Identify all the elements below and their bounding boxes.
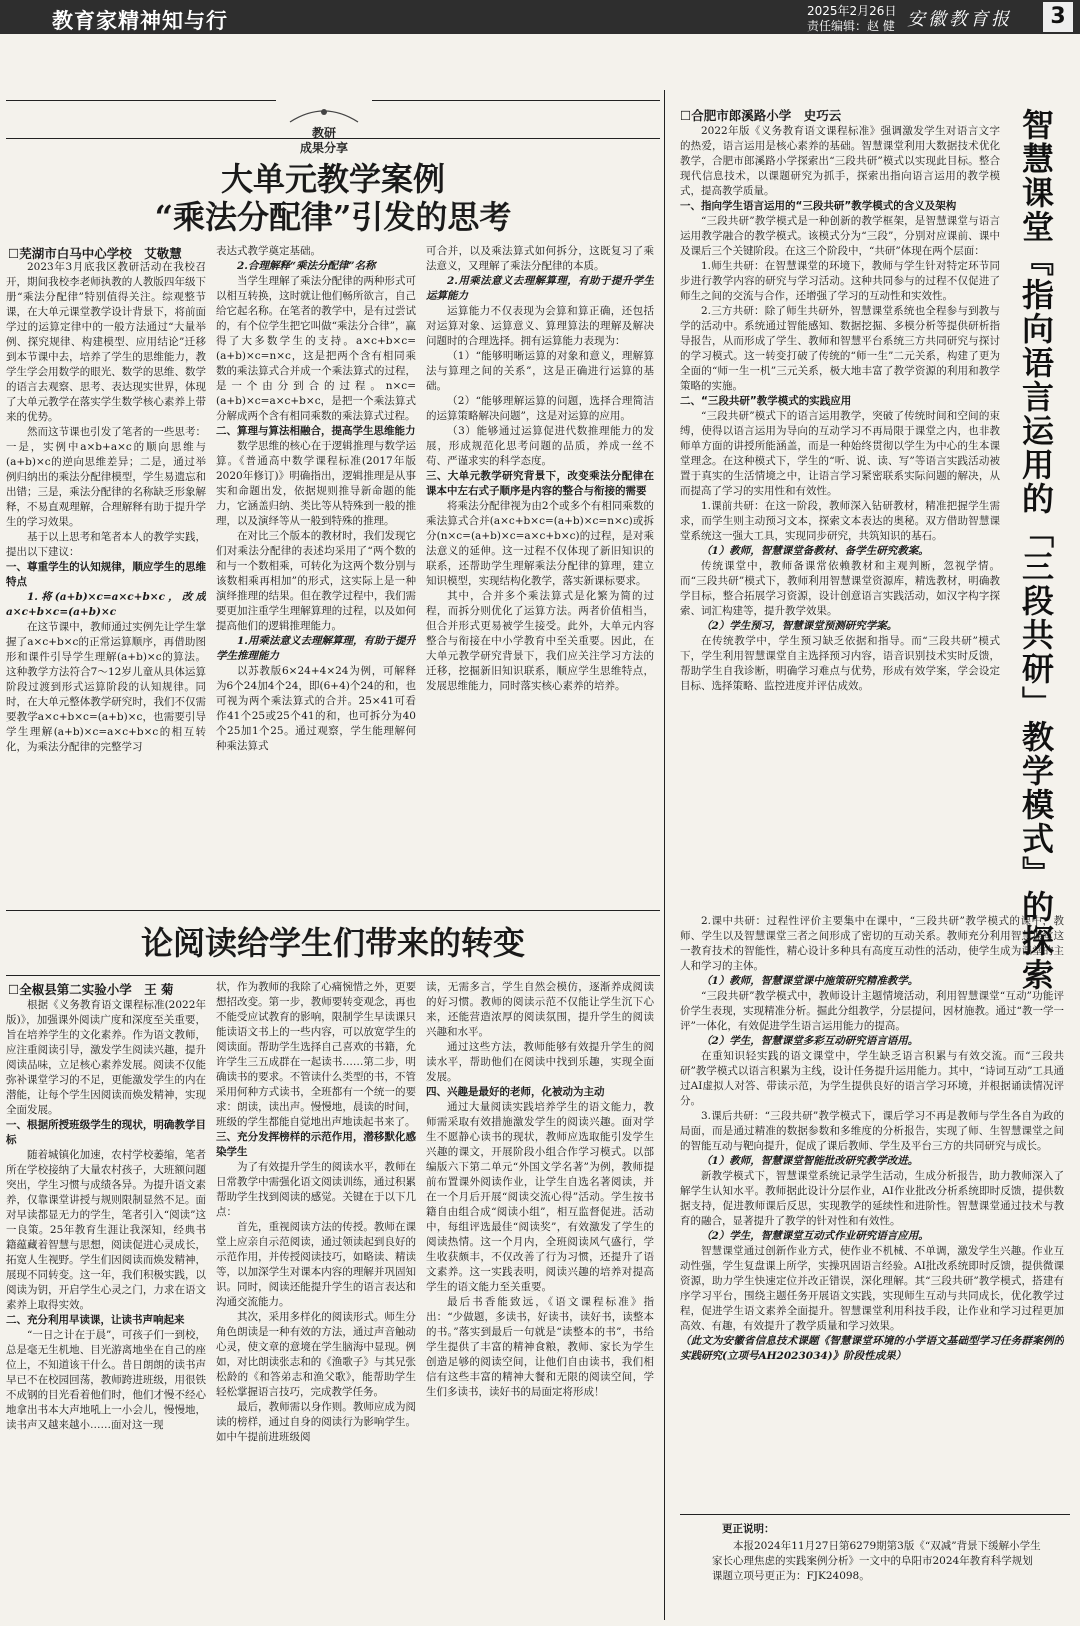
paragraph: 其中，合并多个乘法算式是化繁为简的过程，而拆分则优化了运算方法。两者价值相当，但合并形式更易被学生接受。此外，大单元内容整合与衔接在中小学教育中至关重要。因此，在大单元教学研究背景下，我们应关注学习方法的迁移，挖掘新旧知识联系，顺应学生思维特点，发展思维能力，同时落实核心素养的培养。	[426, 590, 654, 692]
column-divider	[664, 90, 665, 1620]
section-heading: 三、大单元教学研究背景下，改变乘法分配律在课本中左右式子顺序是内容的整合与衔接的需要	[426, 470, 654, 497]
article3-vertical-title: 智慧课堂『指向语言运用的「三段共研」教学模式』的探索	[1017, 108, 1055, 992]
paragraph: 通过这些方法，教师能够有效提升学生的阅读水平，帮助他们在阅读中找到乐趣，实现全面发展。	[426, 1041, 654, 1083]
article-divider	[6, 910, 660, 911]
correction-text: 本报2024年11月27日第6279期第3版《“双减”背景下缓解小学生家长心理焦虑的实践案例分析》一文中的阜阳市2024年教育科学规划课题立项号更正为：FJK24098。	[712, 1540, 1041, 1582]
paragraph: 其次，采用多样化的阅读形式。师生分角色朗读是一种有效的方法，通过声音触动心灵，使文章的意境在学生脑海中显现。例如，对比朗读张志和的《渔歌子》与其兄张松龄的《和答弟志和渔父歌》，能帮助学生轻松掌握语言技巧，完成教学任务。	[216, 1311, 416, 1398]
subheading: （2）学生，智慧课堂互动式作业研究语言应用。	[701, 1230, 929, 1242]
subheading: （1）教师，智慧课堂智能批改研究教学改进。	[701, 1155, 919, 1167]
article1-column-1	[6, 260, 206, 900]
subheading: （2）学生预习，智慧课堂预测研究学案。	[701, 620, 898, 632]
section-heading: 一、尊重学生的认知规律，顺应学生的思维特点	[6, 561, 206, 588]
paragraph: “一日之计在于晨”，可孩子们一到校，总是毫无生机地、目光游离地坐在自己的座位上，不知道该干什么。昔日朗朗的读书声早已不在校园回荡，教师跨进班级，用很铁不成钢的目光看着他们时，他们才慢不经心地拿出书本大声地吼上一小会儿，慢慢地，读书声又越来越小……面对这一现	[6, 1329, 206, 1431]
subheading: 2.用乘法意义去理解算理，有助于提升学生运算能力	[426, 275, 654, 302]
paragraph: 将乘法分配律视为由2个或多个有相同乘数的乘法算式合并(a×c+b×c=(a+b)×c=n×c)或拆分(n×c=(a+b)×c=a×c+b×c)的过程，是对乘法意义的延伸。这一过程不仅体现了新旧知识的联系，还帮助学生理解乘法分配律的算理，建立知识模型，实现结构化教学，落实新课标要求。	[426, 500, 654, 587]
article1-title	[6, 160, 660, 236]
paragraph: 可合并，以及乘法算式如何拆分，这既复习了乘法意义，又理解了乘法分配律的本质。	[426, 245, 654, 272]
paragraph: 在传统教学中，学生预习缺乏依据和指导。而“三段共研”模式下，学生利用智慧课堂自主选择预习内容，语音识别技术实时反馈，帮助学生自我诊断，明确学习难点与优势，形成有效学案，学会设定目标、选择策略、监控进度并评估成效。	[680, 635, 1000, 692]
article1-column-3	[426, 244, 654, 900]
paragraph: 基于以上思考和笔者本人的教学实践，提出以下建议：	[6, 531, 206, 558]
article1-byline: ☐芜湖市白马中心学校 艾敬慧	[8, 246, 182, 261]
paragraph: 通过大量阅读实践培养学生的语文能力，教师需采取有效措施激发学生的阅读兴趣。面对学生不愿静心读书的现状，教师应选取能引发学生兴趣的课文，开展阶段小组合作学习模式。以部编版六下第二单元“外国文学名著”为例，教师提前布置课外阅读作业，让学生自选名著阅读，并在一个月后开展“阅读交流心得”活动。学生按书籍自由组合成“阅读小组”，相互监督促进。活动中，每组评选最佳“阅读奖”，有效激发了学生的阅读热情。这一个月内，全班阅读风气盛行，学生收获颇丰，不仅改善了行为习惯，还提升了语文素养。这一实践表明，阅读兴趣的培养对提高学生的语文能力至关重要。	[426, 1101, 654, 1293]
paragraph: 2.课中共研：过程性评价主要集中在课中，“三段共研”教学模式的课中，教师、学生以及智慧课堂三者之间形成了密切的互动关系。教师充分利用智慧课堂这一教育技术的智能性，精心设计多种具有高度互动性的活动，使学生成为课堂的主人和学习的主体。	[680, 915, 1064, 972]
paragraph: 最后，教师需以身作则。教师应成为阅读的榜样，通过自身的阅读行为影响学生。如中午提前进班级阅	[216, 1401, 416, 1443]
article1-title-line2: “乘法分配律”引发的思考	[154, 198, 512, 236]
badge-line2: 成果分享	[299, 141, 348, 155]
paragraph: “三段共研”教学模式是一种创新的教学框架，是智慧课堂与语言运用教学融合的教学模式。该模式分为“三段”，分别对应课前、课中及课后三个关键阶段。在这三个阶段中，“共研”体现在两个层面：	[680, 215, 1000, 257]
issue-date: 2025年2月26日	[807, 4, 897, 18]
subheading: （1）教师，智慧课堂备教材、备学生研究教案。	[701, 545, 929, 557]
article2-byline: ☐全椒县第二实验小学 王 菊	[8, 982, 174, 997]
paragraph: “三段共研”教学模式中，教师设计主题情境活动，利用智慧课堂“互动”功能评价学生表现，实现精准分析。掘此分组教学，分层提问，因材施教。通过“教一学一评”一体化，有效促进学生语言运用能力的提高。	[680, 990, 1064, 1032]
article3-column-bottom	[680, 914, 1064, 1510]
paragraph: 随着城镇化加速，农村学校萎缩，笔者所在学校接纳了大量农村孩子，大班额问题突出，学生习惯与成绩各异。为提升语文素养，仅靠课堂讲授与规则限制显然不足。面对早读都显无力的学生，笔者引入“阅读”这一良策。25年教育生涯让我深知，经典书籍蕴藏着智慧与思想，阅读促进心灵成长，拓宽人生视野。学生们因阅读而焕发精神，展现不同转变。这一年，我们积极实践，以阅读为钥，开启学生心灵之门，力求在语文素养上取得实效。	[6, 1149, 206, 1311]
paragraph: 1.课前共研：在这一阶段，教师深入钻研教材，精准把握学生需求，而学生则主动预习文本，探索文本表达的奥秘。双方借助智慧课堂系统这一强大工具，实现同步研究，共筑知识的基石。	[680, 500, 1000, 542]
paragraph: 新教学模式下，智慧课堂系统记录学生活动，生成分析报告，助力教师深入了解学生认知水平。教师据此设计分层作业，AI作业批改分析系统即时反馈，提供数据支持，促进教师课后反思，实现教学的延续性和进阶性。智慧课堂通过技术与教育的融合，显著提升了教学的针对性和有效性。	[680, 1170, 1064, 1227]
subheading: （1）教师，智慧课堂课中施策研究精准教学。	[701, 975, 919, 987]
paragraph: 数学思维的核心在于逻辑推理与数学运算。《普通高中数学课程标准(2017年版2020年修订)》明确指出，逻辑推理是从事实和命题出发，依据规则推导新命题的能力，它涵盖归纳、类比等从特殊到一般的推理，以及演绎等从一般到特殊的推理。	[216, 440, 416, 527]
page-number: 3	[1043, 2, 1073, 32]
paragraph: （2）“能够理解运算的问题，选择合理简洁的运算策略解决问题”，这是对运算的应用。	[426, 395, 654, 422]
section-heading: 一、指向学生语言运用的“三段共研”教学模式的含义及架构	[680, 200, 957, 212]
paragraph: 在重知识轻实践的语文课堂中，学生缺乏语言积累与有效交流。而“三段共研”教学模式以语言积累为主线，设计任务提升运用能力。其中，“诗词互动”工具通过AI虚拟人对答、带读示范，为学生提供良好的语言学习环境，并根据诵读情况评分。	[680, 1050, 1064, 1107]
paragraph: 状，作为教师的我除了心痛惋惜之外，更要想招改变。第一步，教师要转变观念，再也不能受应试教育的影响，限制学生早读课只能读语文书上的一些内容，可以放宽学生的阅读面。帮助学生选择自己喜欢的书籍，允许学生三五成群在一起读书……第二步，明确读书的要求。不管读什么类型的书，不管采用何种方式读书，全班都有一个统一的要求：朗读，读出声。慢慢地，晨读的时间，班级的学生都能自觉地出声地读起书来了。	[216, 981, 416, 1128]
paragraph: 传统课堂中，教师备课常依赖教材和主观判断，忽视学情。而“三段共研”模式下，教师利用智慧课堂资源库，精选教材，明确教学目标，整合拓展学习资源，设计创意语言实践活动，如汉字构字探索、词汇构建等，提升教学效果。	[680, 560, 1000, 617]
funding-note: （此文为安徽省信息技术课题《智慧课堂环境的小学语文基础型学习任务群案例的实践研究(立项号AH2023034)》阶段性成果）	[680, 1335, 1064, 1362]
section-badge	[286, 106, 362, 156]
editor-credit: 责任编辑：赵 健	[807, 19, 895, 33]
badge-line1: 教研	[311, 126, 336, 140]
paragraph: 在这节课中，教师通过实例先让学生掌握了a×c+b×c的正常运算顺序，再借助图形和课件引导学生理解(a+b)×c的算法。这种教学方法符合7～12岁儿童从具体运算阶段过渡到形式运算阶段的认知规律。同时，在大单元整体教学研究时，我们不仅需要教学a×c+b×c=(a+b)×c，也需要引导学生理解(a+b)×c=a×c+b×c的相互转化，为乘法分配律的完整学习	[6, 621, 206, 753]
paragraph: 读，无需多言，学生自然会模仿，逐渐养成阅读的好习惯。教师的阅读示范不仅能让学生沉下心来，还能营造浓厚的阅读氛围，提升学生的阅读兴趣和水平。	[426, 981, 654, 1038]
section-heading: 二、“三段共研”教学模式的实践应用	[680, 395, 852, 407]
paragraph: （1）“能够明晰运算的对象和意义，理解算法与算理之间的关系”，这是正确进行运算的基础。	[426, 350, 654, 392]
paragraph: 运算能力不仅表现为会算和算正确，还包括对运算对象、运算意义、算理算法的理解及解决问题时的合理选择。拥有运算能力表现为：	[426, 305, 654, 347]
correction-notice	[712, 1522, 1042, 1584]
subheading: 1.将(a+b)×c=a×c+b×c，改成a×c+b×c=(a+b)×c	[6, 591, 206, 618]
article1-column-2	[216, 244, 416, 900]
article2-rule	[6, 975, 660, 976]
article1-title-line1: 大单元教学案例	[220, 160, 445, 198]
paragraph: 然而这节课也引发了笔者的一些思考：一是，实例中a×b+a×c的顺向思维与(a+b)×c的逆向思维差异；二是，通过举例归纳出的乘法分配律模型，学生易遗忘和出错；三是，乘法分配律的名称缺乏形象解释，不易直观理解，合理解释有助于提升学生的学习效果。	[6, 426, 206, 528]
masthead	[0, 0, 1080, 34]
paragraph: 在对比三个版本的教材时，我们发现它们对乘法分配律的表述均采用了“两个数的和与一个数相乘，可转化为这两个数分别与该数相乘再相加”的形式，这实际上是一种演绎推理的结果。但在教学过程中，我们需要更加注重学生理解算理的过程，以及如何提高他们的逻辑推理能力。	[216, 530, 416, 632]
section-heading: 二、充分利用早读课，让读书声响起来	[6, 1314, 185, 1326]
subheading: （2）学生，智慧课堂多彩互动研究语言语用。	[701, 1035, 919, 1047]
badge-rule-left	[6, 100, 276, 101]
paragraph: 2.三方共研：除了师生共研外，智慧课堂系统也全程参与到教与学的活动中。系统通过智能感知、数据挖掘、多模分析等提供研析指导报告，从而形成了学生、教师和智慧平台系统三方共同研究与探讨的学习模式。这一转变打破了传统的“师一生”二元关系，构建了更为全面的“师一生一机”三元关系，极大地丰富了教学资源的利用和教学策略的实施。	[680, 305, 1000, 392]
section-heading: 三、充分发挥榜样的示范作用，潜移默化感染学生	[216, 1131, 416, 1158]
subheading: 2.合理解释“乘法分配律”名称	[237, 260, 376, 272]
article3-column-top	[680, 124, 1000, 914]
subheading: 1.用乘法意义去理解算理，有助于提升学生推理能力	[216, 635, 416, 662]
paragraph: 1.师生共研：在智慧课堂的环境下，教师与学生针对特定环节同步进行教学内容的研究与学习活动。这种共同参与的过程不仅促进了师生之间的交流与合作，还增强了学习的互动性和实效性。	[680, 260, 1000, 302]
paragraph: 3.课后共研：“三段共研”教学模式下，课后学习不再是教师与学生各自为政的局面，而是通过精准的数据参数和多维度的分析报告，实现了师、生智慧课堂之间的智能互动与靶向提升，促成了课后教师、学生及平台三方的共同研究与成长。	[680, 1110, 1064, 1152]
paragraph: 根据《义务教育语文课程标准(2022年版)》，加强课外阅读广度和深度至关重要，旨在培养学生的文化素养。作为语文教师，应注重阅读引导，激发学生阅读兴趣，提升阅读品味，立足核心素养发展。阅读不仅能弥补课堂学习的不足，更能激发学生的内在潜能，让每个学生因阅读而焕发精神，实现全面发展。	[6, 999, 206, 1116]
section-heading: 二、算理与算法相融合，提高学生思维能力	[216, 425, 416, 437]
article2-column-2	[216, 980, 416, 1620]
article2-title: 论阅读给学生们带来的转变	[140, 924, 525, 962]
paragraph: 为了有效提升学生的阅读水平，教师在日常教学中需强化语文阅读训练，通过积累帮助学生找到阅读的感觉。关键在于以下几点：	[216, 1161, 416, 1218]
paragraph: （3）能够通过运算促进代数推理能力的发展，形成规范化思考问题的品质，养成一丝不苟、严谨求实的科学态度。	[426, 425, 654, 467]
paper-logo: 安徽教育报	[907, 9, 1012, 30]
paragraph: 当学生理解了乘法分配律的两种形式可以相互转换，这时就让他们畅所欲言，自己给它起名称。在笔者的教学中，是有过尝试的，有个位学生把它叫做“乘法分合律”，赢得了大多数学生的支持。a×c+b×c=(a+b)×c=n×c，这是把两个含有相同乘数的乘法算式合并成一个乘法算式的过程，是一个由分到合的过程。n×c=(a+b)×c=a×c+b×c，是把一个乘法算式分解成两个含有相同乘数的乘法算式过程。	[216, 275, 416, 422]
paragraph: 表达式教学奠定基础。	[216, 245, 321, 257]
badge-ornament-icon	[286, 106, 362, 126]
badge-rule-right	[372, 100, 660, 101]
correction-rule	[680, 1514, 1070, 1515]
paragraph: 智慧课堂通过创新作业方式，使作业不机械、不单调，激发学生兴趣。作业互动性强，学生复盘课上所学，实操巩固语言经验。AI批改系统即时反馈，提供微课资源，助力学生快速定位并改正错误，深化理解。其“三段共研”教学模式，搭建有序学习平台，围绕主题任务开展语文实践，实现师生互动与共同成长，优化教学过程，促进学生语文素养全面提升。智慧课堂利用科技手段，让作业和学习过程更加高效、有趣，有效提升了教学质量和学习效果。	[680, 1245, 1064, 1332]
section-heading: 一、根据所授班级学生的现状，明确教学目标	[6, 1119, 206, 1146]
paragraph: 2023年3月底我区教研活动在我校召开，期间我校李老师执教的人教版四年级下册“乘法分配律”特别值得关注。综观整节课，在大单元课堂教学设计背景下，将前面学过的运算定律中的一般方法通过“大量举例、探究规律、构建模型、应用结论”迁移到本节课中去，培养了学生的思维能力，教学生学会用数学的眼光、数学的思维、数学的语言去观察、思考、表达现实世界，体现了大单元教学在落实学生数学核心素养上带来的优势。	[6, 261, 206, 423]
correction-title: 更正说明：	[722, 1523, 775, 1535]
paragraph: “三段共研”模式下的语言运用教学，突破了传统时间和空间的束缚，使得以语言运用为导向的互动学习不再局限于课堂之内，也非教师单方面的讲授所能涵盖，而是一种始终贯彻以学生为中心的生本课堂理念。在这种模式下，学生的“听、说、读、写”等语言实践活动被置于真实的生活情境之中，让语言学习紧密联系实际问题的解决，从而提高了学习的实用性和有效性。	[680, 410, 1000, 497]
article2-column-3	[426, 980, 654, 1620]
paragraph: 首先，重视阅读方法的传授。教师在课堂上应亲自示范阅读，通过领读起到良好的示范作用，并传授阅读技巧，如略读、精读等，以加深学生对课本内容的理解并巩固知识。同时，阅读还能提升学生的语言表达和沟通交流能力。	[216, 1221, 416, 1308]
article3-byline: ☐合肥市郎溪路小学 史巧云	[680, 108, 842, 123]
paragraph: 以苏教版6×24+4×24为例，可解释为6个24加4个24，即(6+4)个24的和，也可视为两个乘法算式的合并。25×41可看作41个25或25个41的和，也可拆分为40个25加1个25。通过观察，学生能理解何种乘法算式	[216, 665, 416, 752]
section-heading: 四、兴趣是最好的老师，化被动为主动	[426, 1086, 605, 1098]
paragraph: 2022年版《义务教育语文课程标准》强调激发学生对语言文字的热爱，语言运用是核心素养的基础。智慧课堂利用大数据技术优化教学，合肥市郎溪路小学探索出“三段共研”模式以实现此目标。整合现代信息技术，以课题研究为抓手，探索出指向语言运用的教学模式，提高教学质量。	[680, 125, 1000, 197]
article2-column-1	[6, 998, 206, 1620]
section-name: 教育家精神知与行	[52, 9, 228, 33]
paragraph: 最后书香能致远，《语文课程标准》指出：“少做题，多读书，好读书，读好书，读整本的书。”落实到最后一句就是“读整本的书”，书给学生提供了丰富的精神食粮，教师、家长为学生创造足够的阅读空间，让他们自由读书，我们相信有这些丰富的精神大餐和无限的阅读空间，学生们多读书，读好书的局面定将形成！	[426, 1296, 654, 1398]
